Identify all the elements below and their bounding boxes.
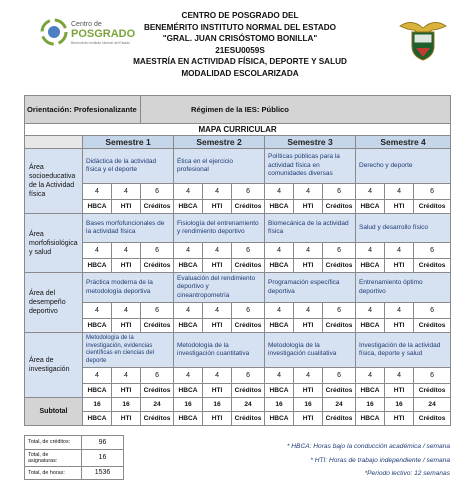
subject-cell: Derecho y deporte bbox=[356, 149, 451, 184]
hti-label: HTI bbox=[203, 259, 232, 273]
credits-label: Créditos bbox=[141, 384, 174, 398]
subject-cell: Práctica moderna de la metodología deportiva bbox=[83, 273, 174, 303]
subtotal-label: Subtotal bbox=[25, 398, 83, 426]
hbca-label: HBCA bbox=[265, 200, 294, 214]
subtotal-value: 16 bbox=[83, 398, 112, 412]
credits-label: Créditos bbox=[323, 319, 356, 333]
credits-value: 6 bbox=[232, 368, 265, 384]
credits-label: Créditos bbox=[232, 259, 265, 273]
subtotal-value: 16 bbox=[203, 398, 232, 412]
credits-value: 6 bbox=[323, 368, 356, 384]
hti-value: 4 bbox=[294, 303, 323, 319]
subtotal-value: 16 bbox=[294, 398, 323, 412]
hbca-label: HBCA bbox=[174, 412, 203, 426]
hbca-value: 4 bbox=[174, 303, 203, 319]
credits-value: 6 bbox=[141, 184, 174, 200]
subtotal-value: 16 bbox=[112, 398, 141, 412]
hti-label: HTI bbox=[385, 412, 414, 426]
area-label: Área socioeducativa de la Actividad física bbox=[25, 149, 83, 214]
credits-value: 6 bbox=[141, 368, 174, 384]
total-hours-label: Total, de horas: bbox=[25, 466, 82, 480]
subject-cell: Evaluación del rendimiento deportivo y cineantropometría bbox=[174, 273, 265, 303]
credits-label: Créditos bbox=[414, 259, 451, 273]
hti-label: HTI bbox=[203, 412, 232, 426]
credits-label: Créditos bbox=[414, 384, 451, 398]
footnote-period: *Periodo lectivo: 12 semanas bbox=[364, 470, 450, 477]
hti-label: HTI bbox=[385, 259, 414, 273]
header-line-5: MAESTRÍA EN ACTIVIDAD FÍSICA, DEPORTE Y SALUD bbox=[133, 57, 347, 66]
hti-value: 4 bbox=[294, 243, 323, 259]
hbca-label: HBCA bbox=[83, 412, 112, 426]
hbca-value: 4 bbox=[265, 243, 294, 259]
curriculum-table bbox=[24, 95, 451, 426]
credits-value: 6 bbox=[141, 303, 174, 319]
semester-2-header: Semestre 2 bbox=[174, 136, 265, 149]
hbca-value: 4 bbox=[356, 303, 385, 319]
footnote-hti: * HTI: Horas de trabajo independiente / semana bbox=[310, 456, 450, 464]
subject-cell: Salud y desarrollo físico bbox=[356, 214, 451, 243]
hti-label: HTI bbox=[203, 384, 232, 398]
hbca-value: 4 bbox=[83, 243, 112, 259]
corner-cell bbox=[25, 136, 83, 149]
hti-value: 4 bbox=[203, 368, 232, 384]
hti-label: HTI bbox=[294, 319, 323, 333]
hbca-value: 4 bbox=[265, 184, 294, 200]
total-subjects-value: 16 bbox=[82, 449, 124, 466]
svg-text:Benemérito Instituto Normal de: Benemérito Instituto Normal del Estado bbox=[71, 41, 130, 45]
posgrado-logo bbox=[40, 12, 140, 52]
header-line-6: MODALIDAD ESCOLARIZADA bbox=[181, 68, 299, 78]
hti-label: HTI bbox=[294, 200, 323, 214]
hti-label: HTI bbox=[112, 384, 141, 398]
subtotal-value: 24 bbox=[414, 398, 451, 412]
hti-label: HTI bbox=[294, 384, 323, 398]
header-line-1: CENTRO DE POSGRADO DEL bbox=[181, 11, 299, 20]
credits-value: 6 bbox=[232, 184, 265, 200]
subject-cell: Biomecánica de la actividad física bbox=[265, 214, 356, 243]
subject-cell: Metodología de la investigación, evidencias científicas en ciencias del deporte bbox=[83, 333, 174, 368]
subject-cell: Políticas públicas para la actividad física en comunidades diversas bbox=[265, 149, 356, 184]
hti-label: HTI bbox=[294, 259, 323, 273]
subject-cell: Bases morfofuncionales de la actividad física bbox=[83, 214, 174, 243]
credits-label: Créditos bbox=[232, 319, 265, 333]
total-credits-label: Total, de créditos: bbox=[25, 436, 82, 450]
hbca-label: HBCA bbox=[356, 319, 385, 333]
hti-value: 4 bbox=[112, 368, 141, 384]
total-subjects-label: Total, de asignaturas: bbox=[25, 449, 82, 466]
semester-1-header: Semestre 1 bbox=[83, 136, 174, 149]
hbca-label: HBCA bbox=[174, 200, 203, 214]
credits-value: 6 bbox=[414, 303, 451, 319]
hbca-label: HBCA bbox=[265, 319, 294, 333]
subtotal-value: 16 bbox=[385, 398, 414, 412]
hbca-label: HBCA bbox=[174, 319, 203, 333]
hbca-label: HBCA bbox=[265, 412, 294, 426]
hti-label: HTI bbox=[203, 319, 232, 333]
semester-3-header: Semestre 3 bbox=[265, 136, 356, 149]
document-header bbox=[0, 0, 474, 92]
regimen-label: Régimen de la IES: Público bbox=[141, 96, 451, 124]
subtotal-value: 16 bbox=[174, 398, 203, 412]
area-label: Área morfofisiológica y salud bbox=[25, 214, 83, 273]
hbca-label: HBCA bbox=[174, 384, 203, 398]
hbca-value: 4 bbox=[265, 368, 294, 384]
hbca-value: 4 bbox=[356, 184, 385, 200]
hbca-value: 4 bbox=[174, 184, 203, 200]
svg-text:POSGRADO: POSGRADO bbox=[71, 28, 136, 40]
hti-label: HTI bbox=[294, 412, 323, 426]
hbca-value: 4 bbox=[83, 184, 112, 200]
footnote-hbca: * HBCA: Horas bajo la conducción académica / semana bbox=[286, 443, 450, 450]
subject-cell: Metodología de la investigación cuantitativa bbox=[174, 333, 265, 368]
footnotes bbox=[287, 440, 450, 481]
subject-cell: Programación específica deportiva bbox=[265, 273, 356, 303]
orientation-label: Orientación: Profesionalizante bbox=[25, 96, 141, 124]
credits-value: 6 bbox=[414, 243, 451, 259]
credits-label: Créditos bbox=[323, 384, 356, 398]
hti-label: HTI bbox=[112, 319, 141, 333]
hbca-value: 4 bbox=[83, 303, 112, 319]
credits-label: Créditos bbox=[141, 200, 174, 214]
subject-cell: Metodología de la investigación cualitativa bbox=[265, 333, 356, 368]
credits-label: Créditos bbox=[414, 412, 451, 426]
hti-value: 4 bbox=[294, 184, 323, 200]
credits-label: Créditos bbox=[141, 319, 174, 333]
subtotal-value: 24 bbox=[323, 398, 356, 412]
hbca-value: 4 bbox=[356, 243, 385, 259]
hbca-label: HBCA bbox=[356, 412, 385, 426]
credits-label: Créditos bbox=[232, 200, 265, 214]
svg-text:Centro de: Centro de bbox=[71, 21, 102, 28]
hbca-value: 4 bbox=[174, 368, 203, 384]
hbca-label: HBCA bbox=[174, 259, 203, 273]
hti-value: 4 bbox=[203, 184, 232, 200]
subject-cell: Entrenamiento óptimo deportivo bbox=[356, 273, 451, 303]
hbca-value: 4 bbox=[174, 243, 203, 259]
header-line-2: BENEMÉRITO INSTITUTO NORMAL DEL ESTADO bbox=[143, 22, 337, 32]
hti-label: HTI bbox=[385, 319, 414, 333]
credits-value: 6 bbox=[232, 303, 265, 319]
hti-label: HTI bbox=[112, 200, 141, 214]
semester-4-header: Semestre 4 bbox=[356, 136, 451, 149]
hti-value: 4 bbox=[112, 303, 141, 319]
credits-label: Créditos bbox=[414, 200, 451, 214]
hbca-value: 4 bbox=[356, 368, 385, 384]
hti-label: HTI bbox=[112, 259, 141, 273]
subject-cell: Fisiología del entrenamiento y rendimiento deportivo bbox=[174, 214, 265, 243]
area-label: Área de investigación bbox=[25, 333, 83, 398]
subtotal-value: 16 bbox=[265, 398, 294, 412]
subtotal-value: 16 bbox=[356, 398, 385, 412]
subject-cell: Didáctica de la actividad física y el deporte bbox=[83, 149, 174, 184]
credits-value: 6 bbox=[414, 368, 451, 384]
totals-table bbox=[24, 435, 124, 480]
credits-label: Créditos bbox=[414, 319, 451, 333]
hbca-label: HBCA bbox=[265, 259, 294, 273]
hbca-value: 4 bbox=[83, 368, 112, 384]
hti-value: 4 bbox=[385, 184, 414, 200]
hbca-label: HBCA bbox=[265, 384, 294, 398]
hbca-label: HBCA bbox=[356, 384, 385, 398]
hti-value: 4 bbox=[294, 368, 323, 384]
hti-value: 4 bbox=[385, 303, 414, 319]
area-label: Área del desempeño deportivo bbox=[25, 273, 83, 333]
hti-label: HTI bbox=[203, 200, 232, 214]
hti-label: HTI bbox=[385, 384, 414, 398]
credits-label: Créditos bbox=[323, 200, 356, 214]
credits-label: Créditos bbox=[141, 412, 174, 426]
total-credits-value: 96 bbox=[82, 436, 124, 450]
credits-label: Créditos bbox=[232, 412, 265, 426]
map-title: MAPA CURRICULAR bbox=[25, 124, 451, 136]
credits-value: 6 bbox=[323, 184, 356, 200]
hbca-label: HBCA bbox=[83, 384, 112, 398]
subject-cell: Investigación de la actividad física, deporte y salud bbox=[356, 333, 451, 368]
credits-value: 6 bbox=[141, 243, 174, 259]
hti-value: 4 bbox=[203, 243, 232, 259]
credits-value: 6 bbox=[414, 184, 451, 200]
header-line-3: "GRAL. JUAN CRISÓSTOMO BONILLA" bbox=[162, 34, 318, 43]
hbca-label: HBCA bbox=[83, 259, 112, 273]
subtotal-value: 24 bbox=[232, 398, 265, 412]
credits-value: 6 bbox=[232, 243, 265, 259]
hbca-label: HBCA bbox=[83, 319, 112, 333]
hbca-label: HBCA bbox=[356, 200, 385, 214]
subtotal-value: 24 bbox=[141, 398, 174, 412]
hti-value: 4 bbox=[385, 243, 414, 259]
credits-label: Créditos bbox=[323, 259, 356, 273]
hti-value: 4 bbox=[385, 368, 414, 384]
credits-label: Créditos bbox=[232, 384, 265, 398]
subject-cell: Ética en el ejercicio profesional bbox=[174, 149, 265, 184]
hti-label: HTI bbox=[112, 412, 141, 426]
hbca-value: 4 bbox=[265, 303, 294, 319]
hti-label: HTI bbox=[385, 200, 414, 214]
total-hours-value: 1536 bbox=[82, 466, 124, 480]
credits-value: 6 bbox=[323, 243, 356, 259]
header-title-block bbox=[130, 10, 350, 79]
credits-label: Créditos bbox=[323, 412, 356, 426]
institute-crest-logo bbox=[398, 16, 448, 62]
credits-label: Créditos bbox=[141, 259, 174, 273]
hti-value: 4 bbox=[112, 243, 141, 259]
hbca-label: HBCA bbox=[356, 259, 385, 273]
hti-value: 4 bbox=[203, 303, 232, 319]
header-line-4: 21ESU0059S bbox=[215, 45, 265, 55]
hti-value: 4 bbox=[112, 184, 141, 200]
hbca-label: HBCA bbox=[83, 200, 112, 214]
credits-value: 6 bbox=[323, 303, 356, 319]
